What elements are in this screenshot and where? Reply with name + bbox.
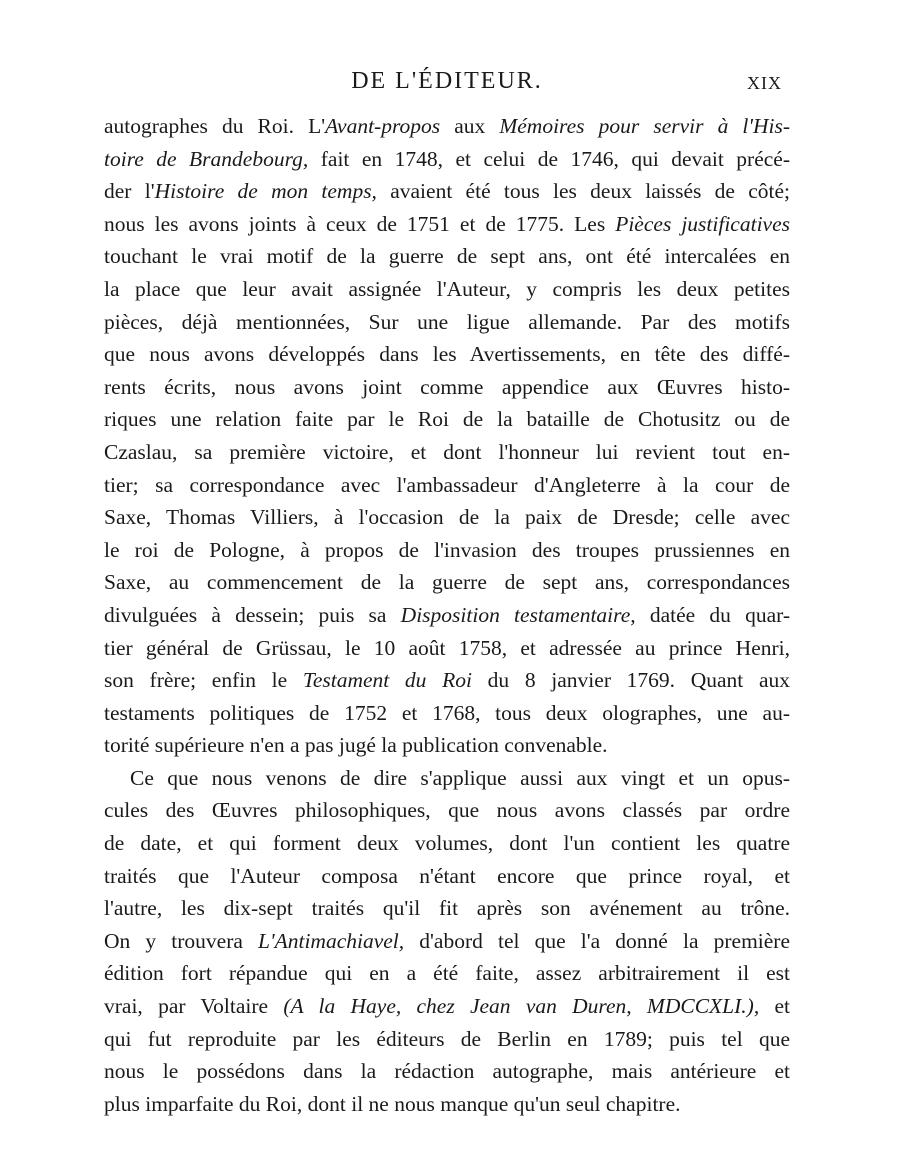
text-run: touchant le vrai motif de la guerre de sept ans, ont été intercalées en <box>104 244 790 269</box>
text-run: Czaslau, sa première victoire, et dont l'honneur lui revient tout en- <box>104 439 790 464</box>
text-line <box>104 957 790 990</box>
text-line <box>104 143 790 176</box>
text-line <box>104 697 790 730</box>
italic-title: (A la Haye, chez Jean van Duren, MDCCXLI.), <box>283 994 760 1019</box>
text-run: rents écrits, nous avons joint comme appendice aux Œuvres histo- <box>104 374 790 399</box>
text-line <box>104 273 790 306</box>
italic-title: Testament du Roi <box>302 668 472 693</box>
italic-title: Pièces justificatives <box>615 211 790 236</box>
italic-title: toire de Brandebourg, <box>104 146 309 171</box>
text-run: divulguées à dessein; puis sa <box>104 602 401 627</box>
text-line <box>104 208 790 241</box>
text-run: vrai, par Voltaire <box>104 994 284 1019</box>
text-line <box>104 371 790 404</box>
text-run: avaient été tous les deux laissés de côté; <box>376 179 790 204</box>
text-line <box>104 240 790 273</box>
text-line <box>104 794 790 827</box>
text-run: Saxe, au commencement de la guerre de sept ans, correspondances <box>104 570 790 595</box>
text-line <box>104 175 790 208</box>
text-line <box>104 729 790 762</box>
text-line <box>104 827 790 860</box>
running-title: DE L'ÉDITEUR. <box>351 68 543 94</box>
text-line <box>104 534 790 567</box>
text-run: cules des Œuvres philosophiques, que nous avons classés par ordre <box>104 798 790 823</box>
body-text <box>104 110 790 1120</box>
text-line <box>104 1023 790 1056</box>
text-run: qui fut reproduite par les éditeurs de Berlin en 1789; puis tel que <box>104 1026 790 1051</box>
text-run: son frère; enfin le <box>104 668 303 693</box>
text-line <box>104 599 790 632</box>
text-line <box>104 501 790 534</box>
text-run: testaments politiques de 1752 et 1768, tous deux olographes, une au- <box>104 700 790 725</box>
text-run: édition fort répandue qui en a été faite, assez arbitrairement il est <box>104 961 790 986</box>
italic-title: Disposition testamentaire, <box>400 602 636 627</box>
text-line <box>104 925 790 958</box>
text-run: le roi de Pologne, à propos de l'invasion des troupes prussiennes en <box>104 537 790 562</box>
text-line <box>104 860 790 893</box>
text-run: la place que leur avait assignée l'Auteur, y compris les deux petites <box>104 276 790 301</box>
italic-title: Mémoires pour servir à l'His- <box>499 114 790 138</box>
text-run: pièces, déjà mentionnées, Sur une ligue allemande. Par des motifs <box>104 309 790 334</box>
text-line <box>104 892 790 925</box>
text-run: nous le possédons dans la rédaction autographe, mais antérieure et <box>104 1059 790 1084</box>
text-line <box>104 762 790 795</box>
text-run: tier; sa correspondance avec l'ambassadeur d'Angleterre à la cour de <box>104 472 790 497</box>
paragraph-2 <box>104 762 790 1121</box>
italic-title: L'Antimachiavel, <box>258 928 405 953</box>
text-run: l'autre, les dix-sept traités qu'il fit après son avénement au trône. <box>104 896 790 921</box>
text-run: de date, et qui forment deux volumes, dont l'un contient les quatre <box>104 831 790 856</box>
text-run: riques une relation faite par le Roi de la bataille de Chotusitz ou de <box>104 407 790 432</box>
text-run: que nous avons développés dans les Avertissements, en tête des diffé- <box>104 342 790 367</box>
text-run: Ce que nous venons de dire s'applique aussi aux vingt et un opus- <box>130 765 790 790</box>
text-line <box>104 436 790 469</box>
text-run: torité supérieure n'en a pas jugé la publication convenable. <box>104 733 608 758</box>
text-line <box>104 990 790 1023</box>
text-run: du 8 janvier 1769. Quant aux <box>471 668 790 693</box>
text-run: plus imparfaite du Roi, dont il ne nous manque qu'un seul chapitre. <box>104 1091 681 1116</box>
text-line <box>104 1088 790 1121</box>
text-run: traités que l'Auteur composa n'étant encore que prince royal, et <box>104 863 790 888</box>
text-run: aux <box>440 114 500 138</box>
text-run: Saxe, Thomas Villiers, à l'occasion de la paix de Dresde; celle avec <box>104 505 790 530</box>
text-line <box>104 566 790 599</box>
running-head <box>104 66 790 96</box>
text-run: et <box>759 994 790 1019</box>
text-run: fait en 1748, et celui de 1746, qui devait précé- <box>308 146 790 171</box>
text-line <box>104 338 790 371</box>
paragraph-1 <box>104 110 790 762</box>
text-run: autographes du Roi. L' <box>104 114 326 138</box>
text-line <box>104 306 790 339</box>
italic-title: Histoire de mon temps, <box>154 179 377 204</box>
text-run: datée du quar- <box>635 602 790 627</box>
text-line <box>104 1055 790 1088</box>
text-line <box>104 632 790 665</box>
text-run: On y trouvera <box>104 928 259 953</box>
text-line <box>104 403 790 436</box>
text-line <box>104 110 790 143</box>
text-line <box>104 664 790 697</box>
text-run: tier général de Grüssau, le 10 août 1758, et adressée au prince Henri, <box>104 635 790 660</box>
text-run: nous les avons joints à ceux de 1751 et de 1775. Les <box>104 211 616 236</box>
page-number: XIX <box>747 73 782 93</box>
text-run: d'abord tel que l'a donné la première <box>404 928 791 953</box>
text-line <box>104 469 790 502</box>
text-run: der l' <box>104 179 155 204</box>
italic-title: Avant-propos <box>325 114 441 138</box>
